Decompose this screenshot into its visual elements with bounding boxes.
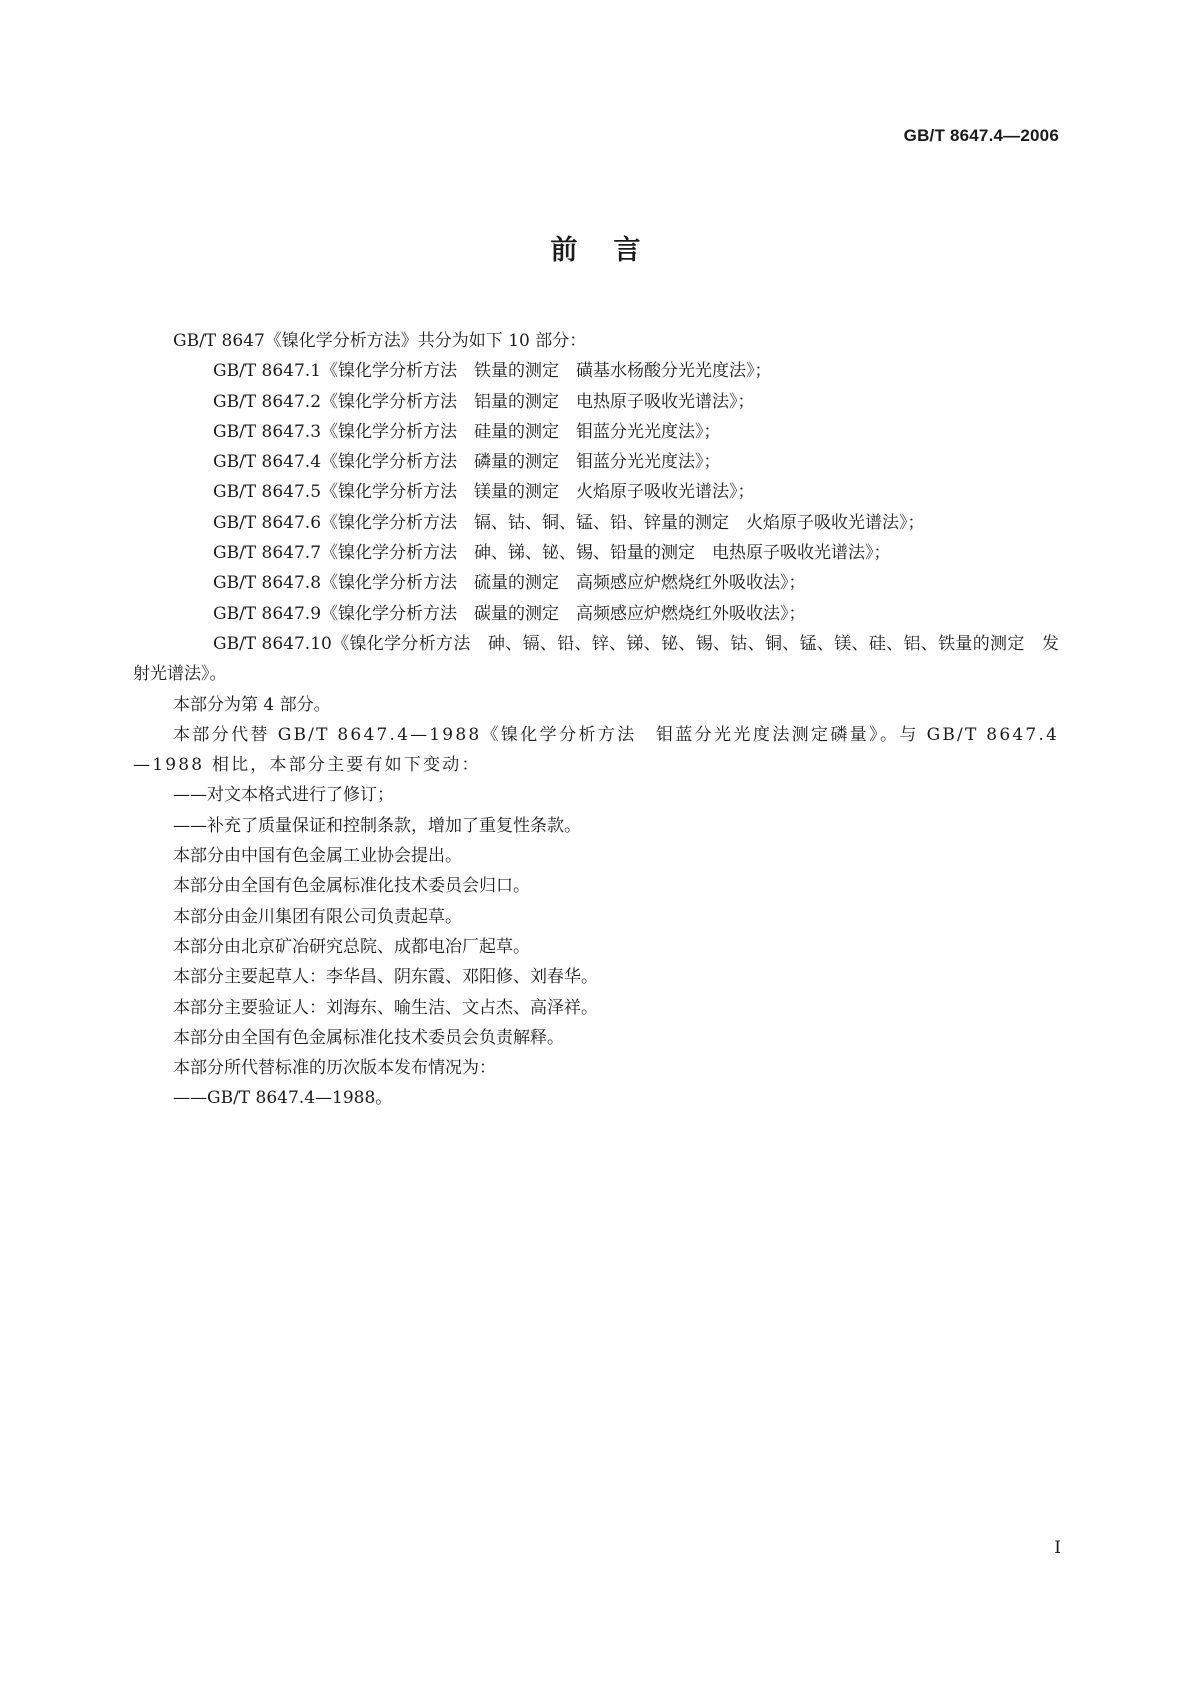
parts-list xyxy=(133,356,1059,689)
part-title: 《镍化学分析方法 铁量的测定 磺基水杨酸分光光度法》； xyxy=(321,361,772,382)
change-item: ——对文本格式进行了修订； xyxy=(173,785,394,806)
page-title: 前言 xyxy=(550,235,677,266)
part-code: GB/T 8647.4 xyxy=(213,452,322,473)
responsible-drafter-statement: 本部分由金川集团有限公司负责起草。 xyxy=(173,906,462,927)
list-item xyxy=(133,508,1059,538)
proposer-statement: 本部分由中国有色金属工业协会提出。 xyxy=(173,846,462,867)
part-title: 《镍化学分析方法 砷、锑、铋、锡、铅量的测定 电热原子吸收光谱法》； xyxy=(321,543,891,564)
centralizer-statement: 本部分由全国有色金属标准化技术委员会归口。 xyxy=(173,876,530,897)
standard-code-header: GB/T 8647.4—2006 xyxy=(903,126,1059,145)
drafting-units-statement: 本部分由北京矿冶研究总院、成都电冶厂起草。 xyxy=(173,936,530,957)
part-code: GB/T 8647.10 xyxy=(213,633,332,654)
part-title: 《镍化学分析方法 硅量的测定 钼蓝分光光度法》； xyxy=(321,421,721,442)
list-item xyxy=(133,417,1059,447)
history-item: ——GB/T 8647.4—1988。 xyxy=(173,1088,393,1109)
part-code: GB/T 8647.7 xyxy=(213,543,322,564)
list-item xyxy=(133,356,1059,386)
part-title: 《镍化学分析方法 镁量的测定 火焰原子吸收光谱法》； xyxy=(321,482,755,503)
list-item xyxy=(133,568,1059,598)
part-title: 《镍化学分析方法 磷量的测定 钼蓝分光光度法》； xyxy=(321,452,721,473)
part-code: GB/T 8647.8 xyxy=(213,573,322,594)
history-intro: 本部分所代替标准的历次版本发布情况为： xyxy=(173,1058,496,1079)
change-item: ——补充了质量保证和控制条款，增加了重复性条款。 xyxy=(173,815,581,836)
part-title: 《镍化学分析方法 铝量的测定 电热原子吸收光谱法》； xyxy=(321,391,755,412)
page-number: I xyxy=(1054,1538,1061,1558)
list-item xyxy=(133,447,1059,477)
part-code: GB/T 8647.2 xyxy=(213,391,322,412)
part-code: GB/T 8647.3 xyxy=(213,421,322,442)
interpretation-statement: 本部分由全国有色金属标准化技术委员会负责解释。 xyxy=(173,1027,564,1048)
replacement-statement: 本部分代替 GB/T 8647.4—1988《镍化学分析方法 钼蓝分光光度法测定磷量》。与 GB/T 8647.4—1988 相比，本部分主要有如下变动： xyxy=(133,724,1059,776)
list-item xyxy=(133,387,1059,417)
list-item xyxy=(133,629,1059,690)
part-title: 《镍化学分析方法 砷、镉、铅、锌、锑、铋、锡、钴、铜、锰、镁、硅、铝、铁量的测定 发射光谱法》。 xyxy=(133,633,1059,685)
intro-paragraph: GB/T 8647《镍化学分析方法》共分为如下 10 部分： xyxy=(173,331,587,351)
list-item xyxy=(133,599,1059,629)
part-code: GB/T 8647.9 xyxy=(213,603,322,624)
part-code: GB/T 8647.1 xyxy=(213,361,322,382)
foreword-content xyxy=(133,326,1059,1114)
main-drafters-statement: 本部分主要起草人：李华昌、阴东霞、邓阳修、刘春华。 xyxy=(173,967,598,988)
part-title: 《镍化学分析方法 碳量的测定 高频感应炉燃烧红外吸收法》； xyxy=(321,603,806,624)
part-number-statement: 本部分为第 4 部分。 xyxy=(173,694,331,715)
list-item xyxy=(133,477,1059,507)
part-title: 《镍化学分析方法 镉、钴、铜、锰、铅、锌量的测定 火焰原子吸收光谱法》； xyxy=(321,512,925,533)
part-title: 《镍化学分析方法 硫量的测定 高频感应炉燃烧红外吸收法》； xyxy=(321,573,806,594)
part-code: GB/T 8647.6 xyxy=(213,512,322,533)
part-code: GB/T 8647.5 xyxy=(213,482,322,503)
list-item xyxy=(133,538,1059,568)
main-verifiers-statement: 本部分主要验证人：刘海东、喻生洁、文占杰、高泽祥。 xyxy=(173,997,598,1018)
